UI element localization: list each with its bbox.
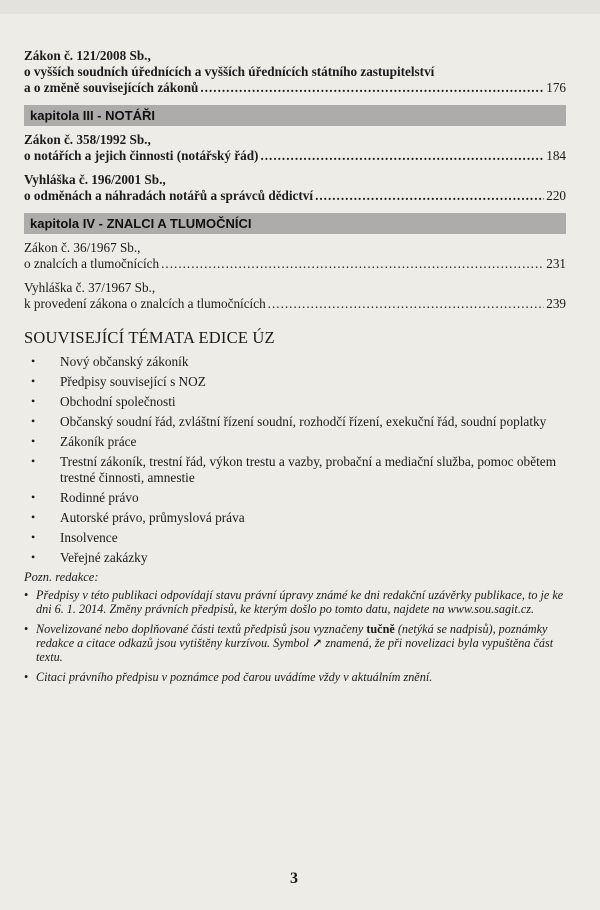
leader-dots (161, 256, 544, 272)
list-item-label: Obchodní společnosti (60, 394, 176, 409)
list-item-label: Zákoník práce (60, 434, 137, 449)
toc-entry-line (24, 148, 566, 164)
toc-entry-title: Zákon č. 121/2008 Sb., (24, 48, 151, 63)
chapter-heading-znalci: kapitola IV - ZNALCI A TLUMOČNÍCI (24, 213, 566, 234)
toc-entry-line (24, 296, 566, 312)
table-of-contents (24, 48, 566, 312)
toc-entry-line (24, 188, 566, 204)
toc-entry-196-2001 (24, 172, 566, 204)
note-text: Novelizované nebo doplňované části textů předpisů jsou vyznačeny (36, 622, 367, 636)
list-item-label: Trestní zákoník, trestní řád, výkon trestu a vazby, probační a mediační služba, pomoc obětem trestné činnosti, amnestie (60, 454, 557, 485)
toc-entry-description: o odměnách a náhradách notářů a správců dědictví (24, 188, 314, 203)
leader-dots (315, 188, 544, 204)
bullet-icon: • (24, 670, 29, 684)
toc-entry-description: k provedení zákona o znalcích a tlumočnících (24, 296, 266, 311)
list-item (24, 394, 570, 410)
related-topics-title: SOUVISEJÍCÍ TÉMATA EDICE ÚZ (24, 328, 275, 347)
toc-entry-line (24, 256, 566, 272)
note-bold-word: tučně (366, 622, 395, 636)
list-item-label: Předpisy související s NOZ (60, 374, 206, 389)
bullet-icon: • (31, 454, 36, 468)
toc-entry-page: 220 (546, 188, 566, 203)
toc-entry-description: a o změně souvisejících zákonů (24, 80, 199, 95)
bullet-icon: • (31, 414, 36, 428)
bullet-icon: • (31, 394, 36, 408)
leader-dots (260, 148, 544, 164)
toc-entry-121-2008 (24, 48, 566, 96)
list-item (24, 354, 570, 370)
list-item-label: Autorské právo, průmyslová práva (60, 509, 245, 525)
related-topics-list (24, 354, 570, 565)
toc-entry-page: 176 (546, 80, 566, 95)
leader-dots (200, 80, 544, 96)
toc-entry-358-1992 (24, 132, 566, 164)
note-text: (netýká se nadpisů), poznámky redakce a citace odkazů jsou vytištěny kurzívou. Symbol (36, 622, 548, 650)
list-item (24, 434, 570, 450)
bullet-icon: • (31, 489, 36, 504)
toc-entry-line (24, 80, 566, 96)
note-item (24, 622, 570, 664)
bullet-icon: • (24, 588, 29, 602)
toc-entry-description: o notářích a jejich činnosti (notářský řád) (24, 148, 259, 163)
toc-entry-description: o znalcích a tlumočnících (24, 256, 160, 271)
list-item-label: Veřejné zakázky (60, 549, 148, 565)
list-item (24, 510, 570, 526)
page-number: 3 (290, 870, 298, 887)
note-item (24, 670, 570, 684)
related-topics (24, 328, 570, 570)
editorial-notes (24, 570, 570, 690)
toc-entry-title: Vyhláška č. 37/1967 Sb., (24, 280, 156, 295)
list-item-label: Nový občanský zákoník (60, 354, 189, 369)
chapter-heading-notari: kapitola III - NOTÁŘI (24, 105, 566, 126)
list-item (24, 454, 570, 485)
list-item (24, 374, 570, 390)
toc-entry-title: Zákon č. 358/1992 Sb., (24, 132, 151, 147)
note-text: znamená, že při novelizaci byla vypuštěna část textu. (36, 636, 554, 664)
toc-entry-37-1967 (24, 280, 566, 312)
list-item-label: Občanský soudní řád, zvláštní řízení soudní, rozhodčí řízení, exekuční řád, soudní poplatky (60, 414, 547, 429)
toc-entry-description: o vyšších soudních úřednících a vyšších úřednících státního zastupitelství (24, 64, 435, 79)
list-item (24, 490, 570, 506)
toc-entry-36-1967 (24, 240, 566, 272)
bullet-icon: • (31, 374, 36, 388)
bullet-icon: • (31, 529, 36, 544)
bullet-icon: • (24, 622, 29, 636)
toc-entry-title: Zákon č. 36/1967 Sb., (24, 240, 141, 255)
list-item-label: Rodinné právo (60, 489, 139, 505)
bullet-icon: • (31, 434, 36, 448)
list-item (24, 414, 570, 430)
bullet-icon: • (31, 509, 36, 524)
toc-entry-page: 231 (546, 256, 566, 271)
toc-entry-title: Vyhláška č. 196/2001 Sb., (24, 172, 166, 187)
toc-entry-page: 184 (546, 148, 566, 163)
notes-heading: Pozn. redakce: (24, 570, 99, 584)
list-item (24, 530, 570, 546)
deletion-arrow-icon: ↗ (312, 636, 323, 650)
note-text: Citaci právního předpisu v poznámce pod čarou uvádíme vždy v aktuálním znění. (36, 670, 433, 684)
leader-dots (268, 296, 545, 312)
bullet-icon: • (31, 354, 36, 368)
note-text: Předpisy v této publikaci odpovídají stavu právní úpravy známé ke dni redakční uzávěrky publikace, to je ke dni 6. 1. 2014. Změny právních předpisů, ke kterým došlo po tomto datu, najdete na www.sou.sagit.cz. (36, 588, 564, 616)
bullet-icon: • (31, 549, 36, 564)
list-item-label: Insolvence (60, 529, 118, 545)
toc-entry-page: 239 (546, 296, 566, 311)
note-item (24, 588, 570, 616)
list-item (24, 550, 570, 566)
